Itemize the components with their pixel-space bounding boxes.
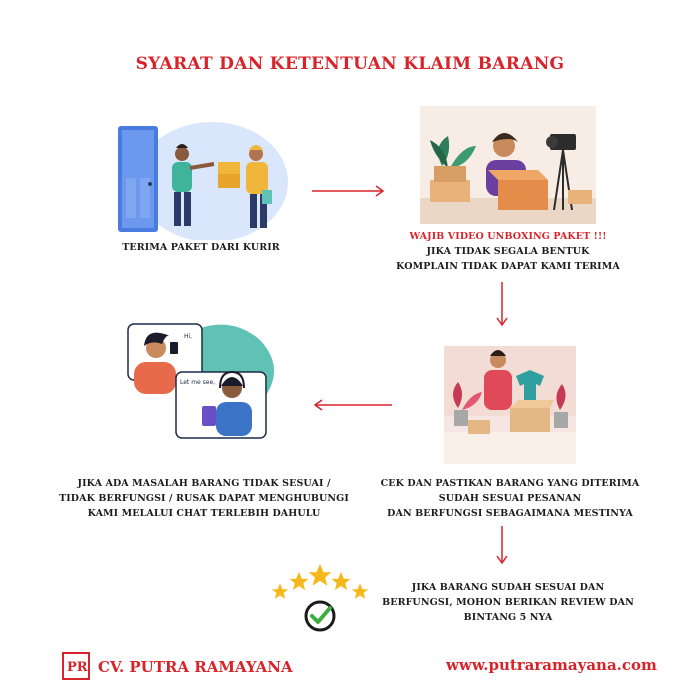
arrow-right-icon [312,184,386,198]
courier-illustration [110,118,290,240]
review-line-2: BERFUNGSI, MOHON BERIKAN REVIEW DAN [382,597,634,608]
unboxing-warning: WAJIB VIDEO UNBOXING PAKET !!! [409,231,607,242]
website-link[interactable]: www.putraramayana.com [446,656,657,674]
star-icon [290,572,309,590]
chat-bubble-hi: Hi, [184,333,193,340]
arrow-down-icon [495,526,509,566]
star-icon [352,584,368,599]
check-line-1: CEK DAN PASTIKAN BARANG YANG DITERIMA [380,478,640,489]
chat-illustration [120,318,280,450]
company-logo-icon [62,652,90,680]
step-unboxing-caption [380,229,636,274]
star-icon [332,572,351,590]
step-courier-caption: TERIMA PAKET DARI KURIR [122,242,280,253]
check-illustration [444,346,576,464]
unboxing-illustration [420,106,596,224]
step-check-caption [372,476,648,521]
review-line-1: JIKA BARANG SUDAH SESUAI DAN [411,582,605,593]
chat-line-2: TIDAK BERFUNGSI / RUSAK DAPAT MENGHUBUNGI [59,493,349,504]
star-icon [272,584,288,599]
unboxing-line-2: KOMPLAIN TIDAK DAPAT KAMI TERIMA [396,261,620,272]
check-line-3: DAN BERFUNGSI SEBAGAIMANA MESTINYA [387,508,633,519]
five-star-rating [268,562,372,634]
review-line-3: BINTANG 5 NYA [463,612,553,623]
page-title: SYARAT DAN KETENTUAN KLAIM BARANG [135,54,565,74]
chat-line-3: KAMI MELALUI CHAT TERLEBIH DAHULU [87,508,321,519]
unboxing-line-1: JIKA TIDAK SEGALA BENTUK [426,246,590,257]
chat-bubble-letmesee: Let me see, [180,379,216,386]
check-line-2: SUDAH SESUAI PESANAN [438,493,582,504]
star-icon [309,564,332,586]
logo-text: PR [67,660,88,675]
company-name: CV. PUTRA RAMAYANA [98,658,293,676]
check-circle-icon [306,602,334,630]
step-review-caption [378,580,638,625]
step-chat-caption [56,476,352,521]
arrow-left-icon [312,398,392,412]
chat-line-1: JIKA ADA MASALAH BARANG TIDAK SESUAI / [77,478,331,489]
arrow-down-icon [495,282,509,328]
